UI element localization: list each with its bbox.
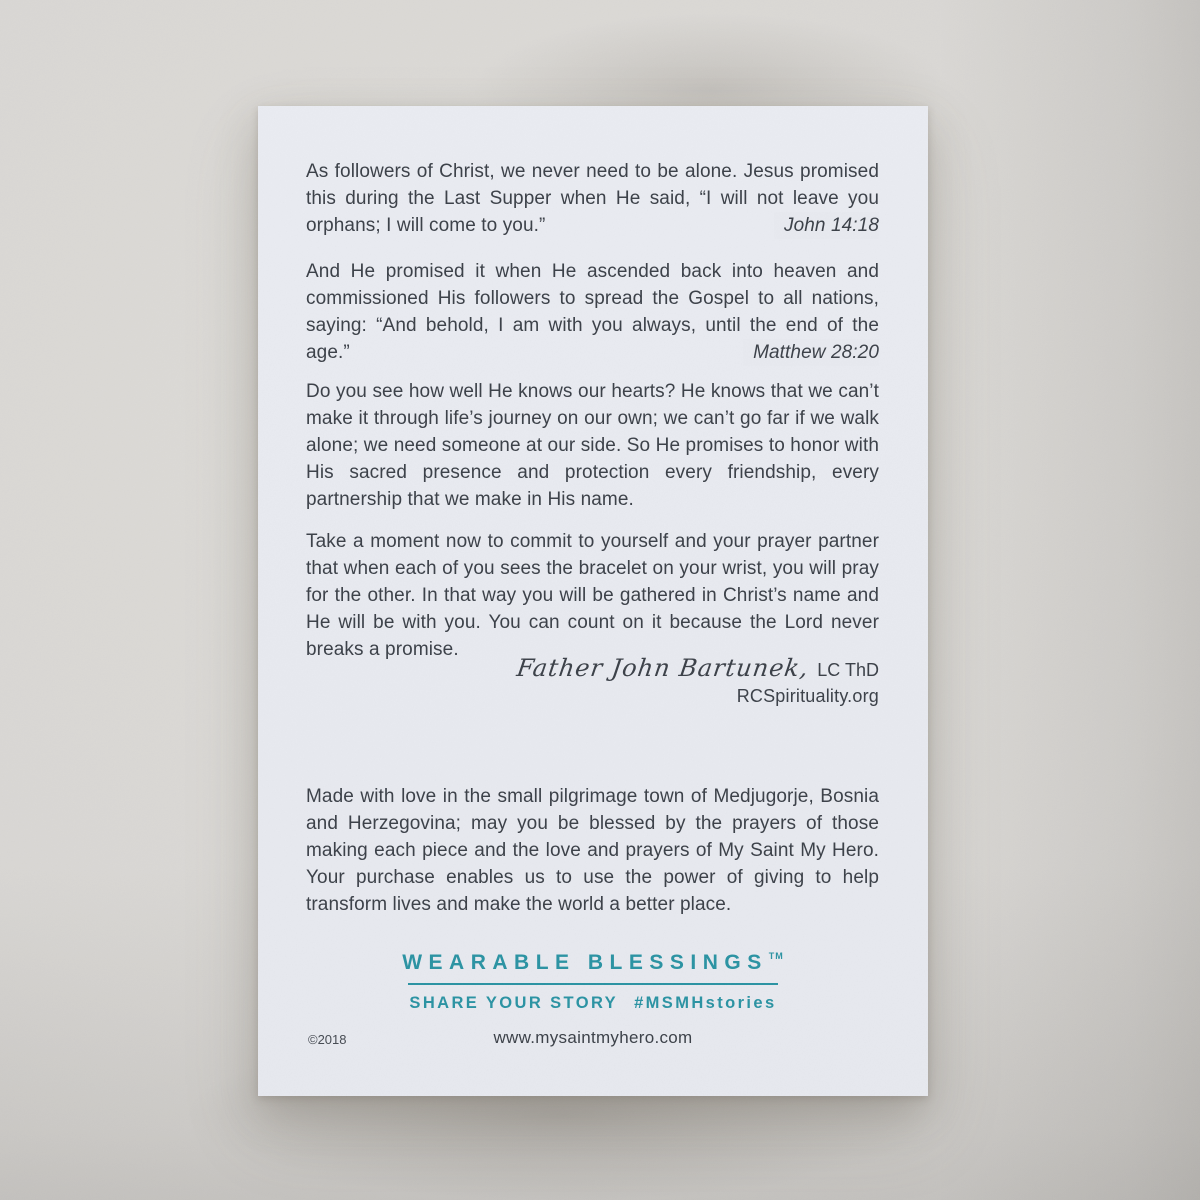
body-paragraph <box>306 258 879 366</box>
brand-tagline <box>258 994 928 1013</box>
copyright-text: ©2018 <box>308 1032 347 1047</box>
author-organization: RCSpirituality.org <box>736 686 879 706</box>
tagline-hashtag: #MSMHstories <box>634 994 777 1012</box>
branding-block <box>258 951 928 1013</box>
tagline-share-your-story: SHARE YOUR STORY <box>409 994 619 1012</box>
signature-line <box>514 654 879 682</box>
body-paragraph <box>306 528 879 663</box>
author-signature: Father John Bartunek, <box>514 654 811 682</box>
signature-block <box>514 654 879 707</box>
paragraph-text: Take a moment now to commit to yourself and your prayer partner that when each of you sees the bracelet on your wrist, you will pray for the other. In that way you will be gathered in Christ’s name and He will be with you. You can count on it because the Lord never breaks a promise. <box>306 531 879 660</box>
divider-line <box>408 983 778 985</box>
body-paragraph <box>306 378 879 513</box>
prayer-card <box>258 106 928 1096</box>
scripture-reference: Matthew 28:20 <box>743 339 879 366</box>
scripture-reference: John 14:18 <box>774 212 879 239</box>
body-paragraph <box>306 158 879 239</box>
paragraph-text: Do you see how well He knows our hearts? He knows that we can’t make it through life’s journey on our own; we can’t go far if we walk alone; we need someone at our side. So He promises to honor with His sacred presence and protection every friendship, every partnership that we make in His name. <box>306 381 879 510</box>
author-credentials: LC ThD <box>817 660 879 680</box>
body-paragraph <box>306 783 879 918</box>
brand-title <box>258 951 928 975</box>
brand-title-text: WEARABLE BLESSINGS <box>402 951 768 974</box>
footer-row <box>258 1028 928 1048</box>
paragraph-text: As followers of Christ, we never need to be alone. Jesus promised this during the Last Supper when He said, “I will not leave you orphans; I will come to you.” <box>306 161 879 236</box>
paragraph-text: Made with love in the small pilgrimage town of Medjugorje, Bosnia and Herzegovina; may you be blessed by the prayers of those making each piece and the love and prayers of My Saint My Hero. Your purchase enables us to use the power of giving to help transform lives and make the world a better place. <box>306 786 879 915</box>
paragraph-text: And He promised it when He ascended back into heaven and commissioned His followers to spread the Gospel to all nations, saying: “And behold, I am with you always, until the end of the age.” <box>306 261 879 363</box>
website-url: www.mysaintmyhero.com <box>493 1028 693 1047</box>
trademark-symbol: TM <box>768 951 784 961</box>
